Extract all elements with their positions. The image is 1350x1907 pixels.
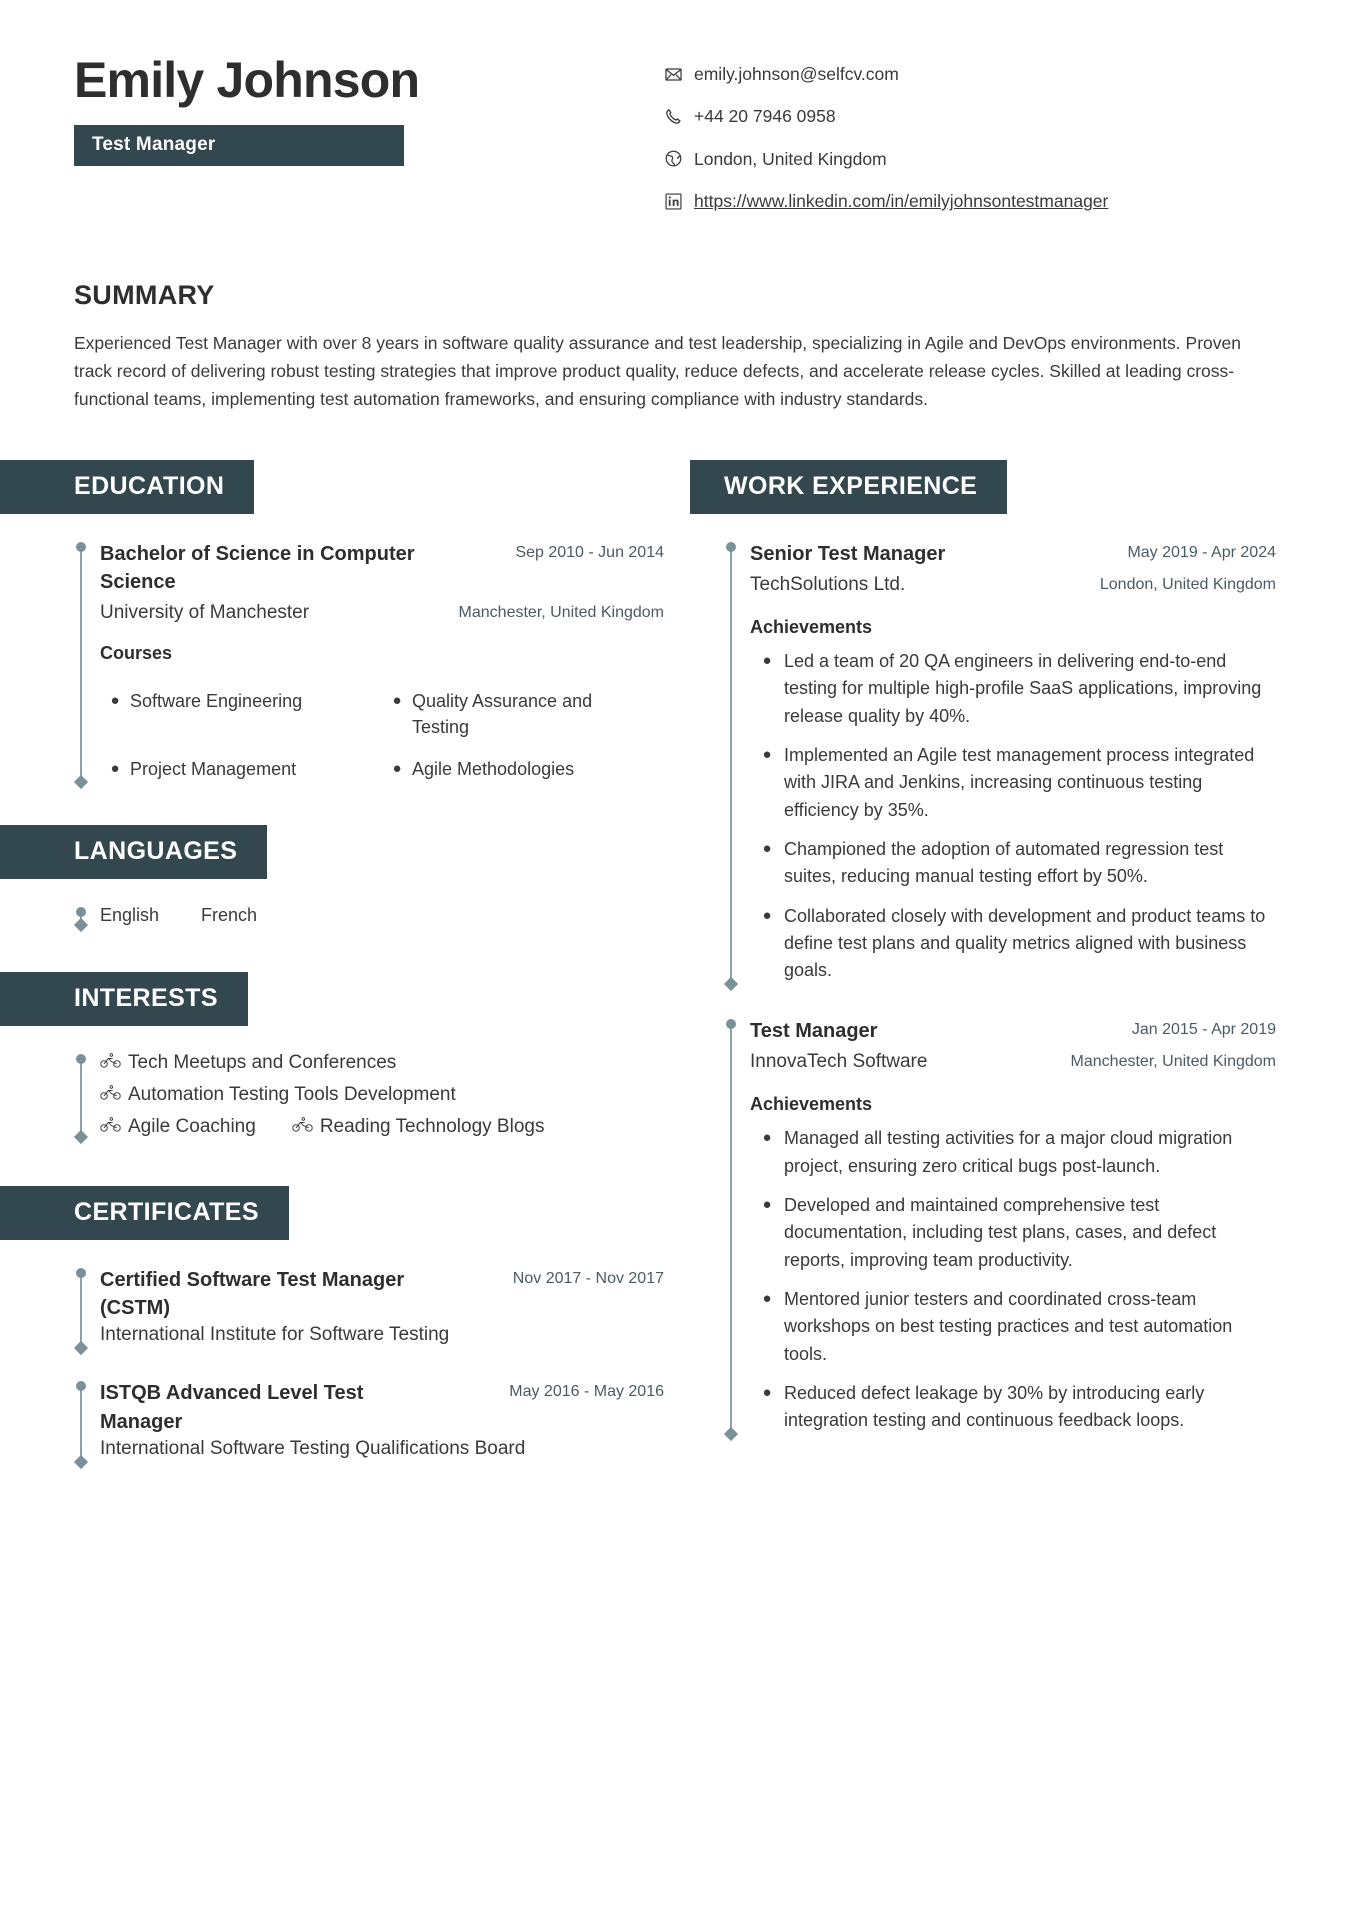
bicycle-icon: [100, 1052, 121, 1074]
achievement-text: Championed the adoption of automated regression test suites, reducing manual testing effort by 50%.: [784, 839, 1224, 887]
achievement-item: [750, 648, 1276, 730]
course-item: [100, 756, 382, 782]
interest-item: [100, 1052, 396, 1074]
achievements-list: [750, 648, 1276, 985]
achievement-text: Collaborated closely with development and product teams to define test plans and quality metrics aligned with business goals.: [784, 905, 1266, 981]
certificate-entry: [74, 1266, 664, 1350]
languages-list: [100, 905, 690, 926]
page-title: Emily Johnson: [74, 52, 420, 108]
timeline-dot-top: [76, 1268, 86, 1278]
achievements-label: Achievements: [750, 1094, 873, 1115]
bullet-icon: ●: [762, 840, 772, 858]
course-label: Agile Methodologies: [412, 759, 575, 780]
interest-label: Agile Coaching: [128, 1115, 256, 1137]
contact-location-text: London, United Kingdom: [694, 148, 887, 169]
bullet-icon: ●: [762, 1384, 772, 1402]
timeline-rail: [80, 1272, 82, 1348]
work-location: Manchester, United Kingdom: [1070, 1053, 1276, 1071]
work-role: Test Manager: [750, 1019, 878, 1042]
interest-label: Automation Testing Tools Development: [128, 1083, 456, 1105]
achievement-text: Managed all testing activities for a major cloud migration project, ensuring zero critical bugs post-launch.: [784, 1128, 1233, 1176]
education-entry: [74, 540, 664, 783]
contact-linkedin[interactable]: [664, 189, 1276, 214]
work-date: May 2019 - Apr 2024: [1127, 543, 1276, 561]
achievements-list: [750, 1125, 1276, 1435]
timeline-rail: [80, 1385, 82, 1461]
envelope-icon: [664, 62, 694, 86]
contact-phone: [664, 104, 1276, 129]
bullet-icon: ●: [762, 906, 772, 924]
globe-icon: [664, 147, 694, 171]
timeline-dot-bottom: [74, 917, 88, 931]
certificate-date: May 2016 - May 2016: [509, 1383, 664, 1401]
interests-entry: [74, 1052, 690, 1138]
interest-line: [100, 1116, 690, 1138]
timeline-dot-top: [76, 1381, 86, 1391]
timeline-dot-bottom: [74, 774, 88, 788]
bullet-icon: ●: [762, 745, 772, 763]
interest-line: [100, 1084, 690, 1106]
work-date: Jan 2015 - Apr 2019: [1131, 1020, 1276, 1038]
bullet-icon: ●: [762, 1129, 772, 1147]
certificates-section: [0, 1186, 690, 1464]
timeline-rail: [730, 546, 732, 983]
bullet-icon: ●: [762, 1290, 772, 1307]
achievements-label: Achievements: [750, 616, 873, 637]
timeline-dot-bottom: [74, 1129, 88, 1143]
certificate-name: ISTQB Advanced Level Test Manager: [100, 1382, 364, 1433]
timeline-dot-top: [76, 907, 86, 917]
bicycle-icon: [100, 1084, 121, 1106]
interests-heading: INTERESTS: [0, 972, 248, 1026]
content-columns: [0, 460, 1350, 1492]
work-entry: [724, 1017, 1276, 1435]
right-column: [690, 460, 1350, 1463]
job-title-badge: Test Manager: [74, 125, 404, 166]
left-column: [0, 460, 690, 1492]
bicycle-icon: [292, 1116, 313, 1138]
course-item: [382, 688, 664, 740]
bullet-icon: ●: [110, 760, 120, 778]
achievement-item: [750, 1286, 1276, 1368]
certificate-name: Certified Software Test Manager (CSTM): [100, 1268, 405, 1319]
work-location: London, United Kingdom: [1099, 575, 1276, 593]
summary-section: [0, 232, 1350, 414]
achievement-text: Implemented an Agile test management process integrated with JIRA and Jenkins, increasing continuous testing efficiency by 35%.: [784, 744, 1255, 820]
achievement-item: [750, 1125, 1276, 1180]
interest-line: [100, 1052, 690, 1074]
bullet-icon: ●: [392, 760, 402, 778]
languages-section: [0, 825, 690, 926]
summary-heading: SUMMARY: [74, 279, 215, 310]
education-section: [0, 460, 690, 783]
timeline-rail: [730, 1023, 732, 1433]
timeline-dot-top: [726, 542, 736, 552]
achievement-text: Mentored junior testers and coordinated cross-team workshops on best testing practices and test automation tools.: [784, 1289, 1233, 1364]
interest-label: Tech Meetups and Conferences: [128, 1051, 397, 1073]
certificate-entry: [74, 1379, 664, 1463]
timeline-rail: [80, 1058, 82, 1136]
language-item: English: [100, 904, 160, 925]
interests-section: [0, 972, 690, 1138]
contact-email: [664, 62, 1276, 87]
achievement-text: Reduced defect leakage by 30% by introducing early integration testing and continuous feedback loops.: [784, 1383, 1205, 1431]
certificate-issuer: International Institute for Software Testing: [100, 1324, 450, 1346]
contact-list: [594, 52, 1276, 232]
summary-body: Experienced Test Manager with over 8 years in software quality assurance and test leadership, specializing in Agile and DevOps environments. Proven track record of delivering robust testing strategies that improve product quality, reduce defects, and accelerate release cycles. Skilled at leading cross-functional teams, implementing test automation frameworks, and ensuring compliance with industry standards.: [74, 332, 1241, 410]
achievement-item: [750, 903, 1276, 985]
timeline-dot-bottom: [724, 977, 738, 991]
languages-entry: [74, 905, 690, 926]
course-label: Software Engineering: [130, 691, 303, 712]
bullet-icon: ●: [762, 651, 772, 669]
achievement-item: [750, 742, 1276, 824]
resume-header: [0, 0, 1350, 232]
work-role: Senior Test Manager: [750, 542, 946, 565]
languages-heading: LANGUAGES: [0, 825, 267, 879]
work-experience-section: [690, 460, 1276, 1435]
work-company: InnovaTech Software: [750, 1051, 928, 1073]
phone-icon: [664, 104, 694, 128]
course-item: [100, 688, 382, 740]
timeline-dot-bottom: [74, 1341, 88, 1355]
certificate-issuer: International Software Testing Qualifications Board: [100, 1438, 526, 1460]
contact-phone-text: +44 20 7946 0958: [694, 106, 836, 127]
course-label: Project Management: [130, 759, 297, 780]
bullet-icon: ●: [392, 692, 402, 710]
course-item: [382, 756, 664, 782]
interest-label: Reading Technology Blogs: [319, 1115, 545, 1137]
work-company: TechSolutions Ltd.: [750, 573, 906, 595]
header-identity: [74, 52, 594, 166]
contact-location: [664, 147, 1276, 172]
timeline-rail: [80, 546, 82, 781]
linkedin-url-link[interactable]: https://www.linkedin.com/in/emilyjohnsontestmanager: [694, 191, 1109, 212]
course-label: Quality Assurance and Testing: [412, 691, 593, 738]
work-experience-heading: WORK EXPERIENCE: [690, 460, 1007, 514]
timeline-dot-top: [726, 1019, 736, 1029]
courses-label: Courses: [100, 643, 173, 664]
interest-item: [100, 1116, 256, 1138]
certificate-date: Nov 2017 - Nov 2017: [512, 1269, 664, 1287]
achievement-text: Developed and maintained comprehensive test documentation, including test plans, cases, and defect reports, improving team productivity.: [784, 1194, 1217, 1270]
achievement-item: [750, 1380, 1276, 1435]
interest-item: [292, 1116, 545, 1138]
timeline-dot-bottom: [724, 1427, 738, 1441]
bicycle-icon: [100, 1116, 121, 1138]
contact-email-text: emily.johnson@selfcv.com: [694, 64, 899, 84]
achievement-item: [750, 1192, 1276, 1274]
timeline-dot-bottom: [74, 1455, 88, 1469]
bullet-icon: ●: [110, 692, 120, 710]
language-item: French: [201, 904, 258, 925]
education-heading: EDUCATION: [0, 460, 254, 514]
education-date: Sep 2010 - Jun 2014: [515, 543, 664, 561]
certificates-heading: CERTIFICATES: [0, 1186, 289, 1240]
courses-grid: [100, 672, 664, 782]
education-school: University of Manchester: [100, 602, 310, 624]
timeline-dot-top: [76, 542, 86, 552]
linkedin-icon: [664, 189, 694, 213]
achievement-item: [750, 836, 1276, 891]
education-degree: Bachelor of Science in Computer Science: [100, 542, 415, 593]
achievement-text: Led a team of 20 QA engineers in delivering end-to-end testing for multiple high-profile SaaS applications, improving release quality by 40%.: [784, 650, 1262, 726]
interest-item: [100, 1084, 456, 1106]
bullet-icon: ●: [762, 1195, 772, 1213]
education-location: Manchester, United Kingdom: [458, 604, 664, 622]
work-entry: [724, 540, 1276, 985]
timeline-dot-top: [76, 1054, 86, 1064]
